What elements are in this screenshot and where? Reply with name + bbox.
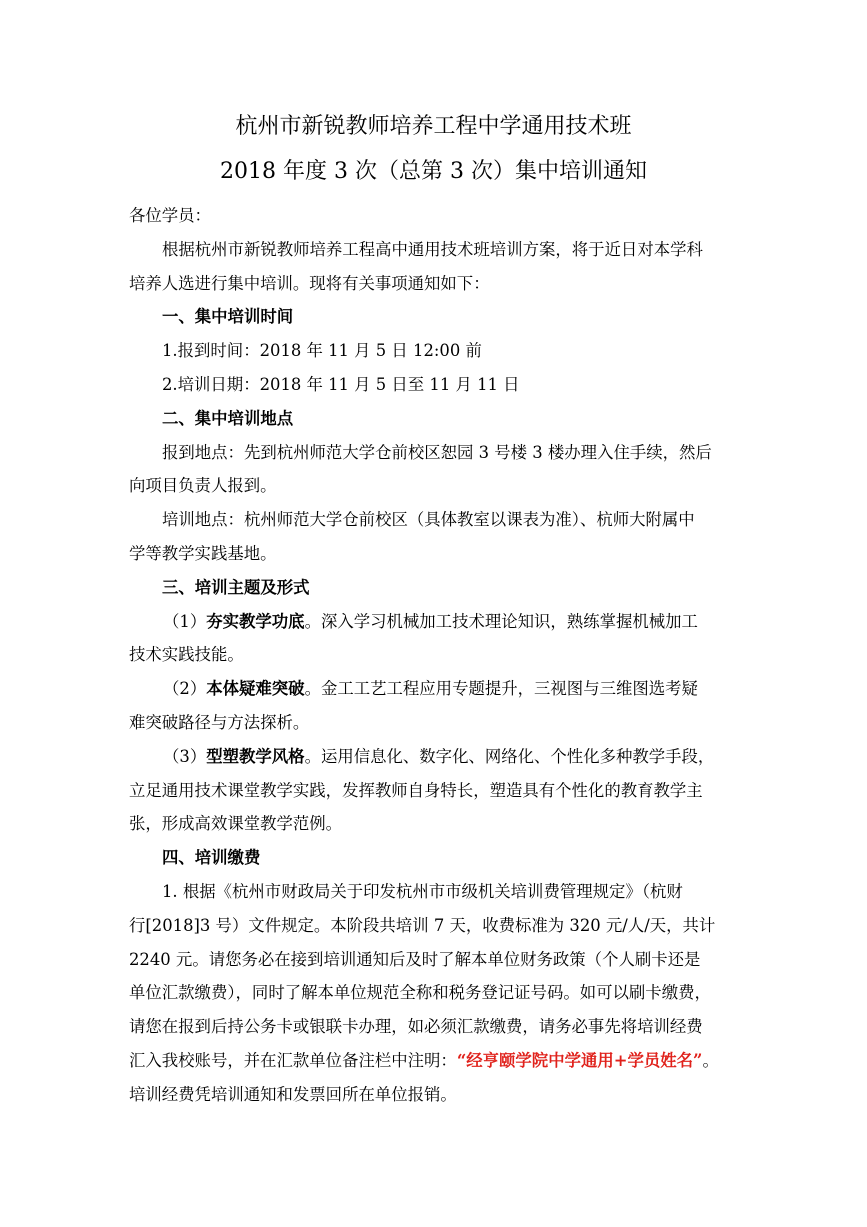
report-location-line: 报到地点：先到杭州师范大学仓前校区恕园 3 号楼 3 楼办理入住手续，然后: [162, 442, 712, 462]
theme-item-text: 。运用信息化、数字化、网络化、个性化多种教学手段，: [304, 746, 715, 766]
theme-item-text: 。深入学习机械加工技术理论知识，熟练掌握机械加工: [304, 611, 698, 631]
document-body: [129, 199, 741, 1112]
report-time-item: 1.报到时间：2018 年 11 月 5 日 12:00 前: [162, 341, 482, 361]
theme-item-number: （1）: [163, 611, 207, 631]
fees-paragraph-line: 1. 根据《杭州市财政局关于印发杭州市市级机关培训费管理规定》（杭财: [162, 881, 683, 901]
training-date-item: 2.培训日期：2018 年 11 月 5 日至 11 月 11 日: [162, 374, 520, 394]
fees-paragraph-line: 2240 元。请您务必在接到培训通知后及时了解本单位财务政策（个人刷卡还是: [129, 949, 701, 969]
theme-item-number: （3）: [163, 746, 207, 766]
document-title: 杭州市新锐教师培养工程中学通用技术班: [235, 114, 632, 139]
theme-item-title: 夯实教学功底: [206, 611, 305, 631]
theme-item-1-continued: 技术实践技能。: [129, 645, 244, 665]
fees-paragraph-line: 行[2018]3 号）文件规定。本阶段共培训 7 天，收费标准为 320 元/人/天，共计: [129, 915, 716, 935]
section-heading-fees: 四、培训缴费: [162, 848, 261, 868]
theme-item-title: 本体疑难突破: [206, 679, 305, 699]
remark-highlight: “经亨颐学院中学通用+学员姓名”: [456, 1050, 703, 1070]
section-heading-time: 一、集中培训时间: [162, 307, 294, 327]
training-location-line: 培训地点：杭州师范大学仓前校区（具体教室以课表为准）、杭师大附属中: [162, 510, 695, 530]
theme-item-title: 型塑教学风格: [206, 746, 305, 766]
fees-paragraph-line: 请您在报到后持公务卡或银联卡办理，如必须汇款缴费，请务必事先将培训经费: [129, 1017, 703, 1037]
fees-remark-line: [129, 1044, 741, 1078]
theme-item-1: [129, 605, 741, 639]
document-subtitle: 2018 年度 3 次（总第 3 次）集中培训通知: [220, 159, 647, 184]
fees-paragraph-line: 培训经费凭培训通知和发票回所在单位报销。: [129, 1084, 457, 1104]
salutation: 各位学员：: [129, 206, 211, 225]
intro-paragraph-line: 培养人选进行集中培训。现将有关事项通知如下：: [129, 273, 490, 293]
theme-item-3-continued: 立足通用技术课堂教学实践，发挥教师自身特长，塑造具有个性化的教育教学主: [129, 780, 703, 800]
theme-item-number: （2）: [163, 679, 207, 699]
theme-item-3-continued: 张，形成高效课堂教学范例。: [129, 814, 343, 834]
section-heading-theme: 三、培训主题及形式: [162, 577, 310, 597]
fees-paragraph-line: 单位汇款缴费），同时了解本单位规范全称和税务登记证号码。如可以刷卡缴费，: [129, 983, 711, 1003]
theme-item-text: 。金工工艺工程应用专题提升，三视图与三维图选考疑: [304, 679, 698, 699]
theme-item-2-continued: 难突破路径与方法探析。: [129, 712, 310, 732]
theme-item-3: [129, 740, 741, 774]
report-location-line: 向项目负责人报到。: [129, 476, 277, 496]
fees-remark-text: 汇入我校账号，并在汇款单位备注栏中注明：: [129, 1050, 457, 1070]
section-heading-location: 二、集中培训地点: [162, 408, 294, 428]
training-location-line: 学等教学实践基地。: [129, 543, 277, 563]
theme-item-2: [129, 672, 741, 706]
fees-remark-end: 。: [702, 1050, 719, 1070]
intro-paragraph-line: 根据杭州市新锐教师培养工程高中通用技术班培训方案，将于近日对本学科: [162, 239, 703, 259]
